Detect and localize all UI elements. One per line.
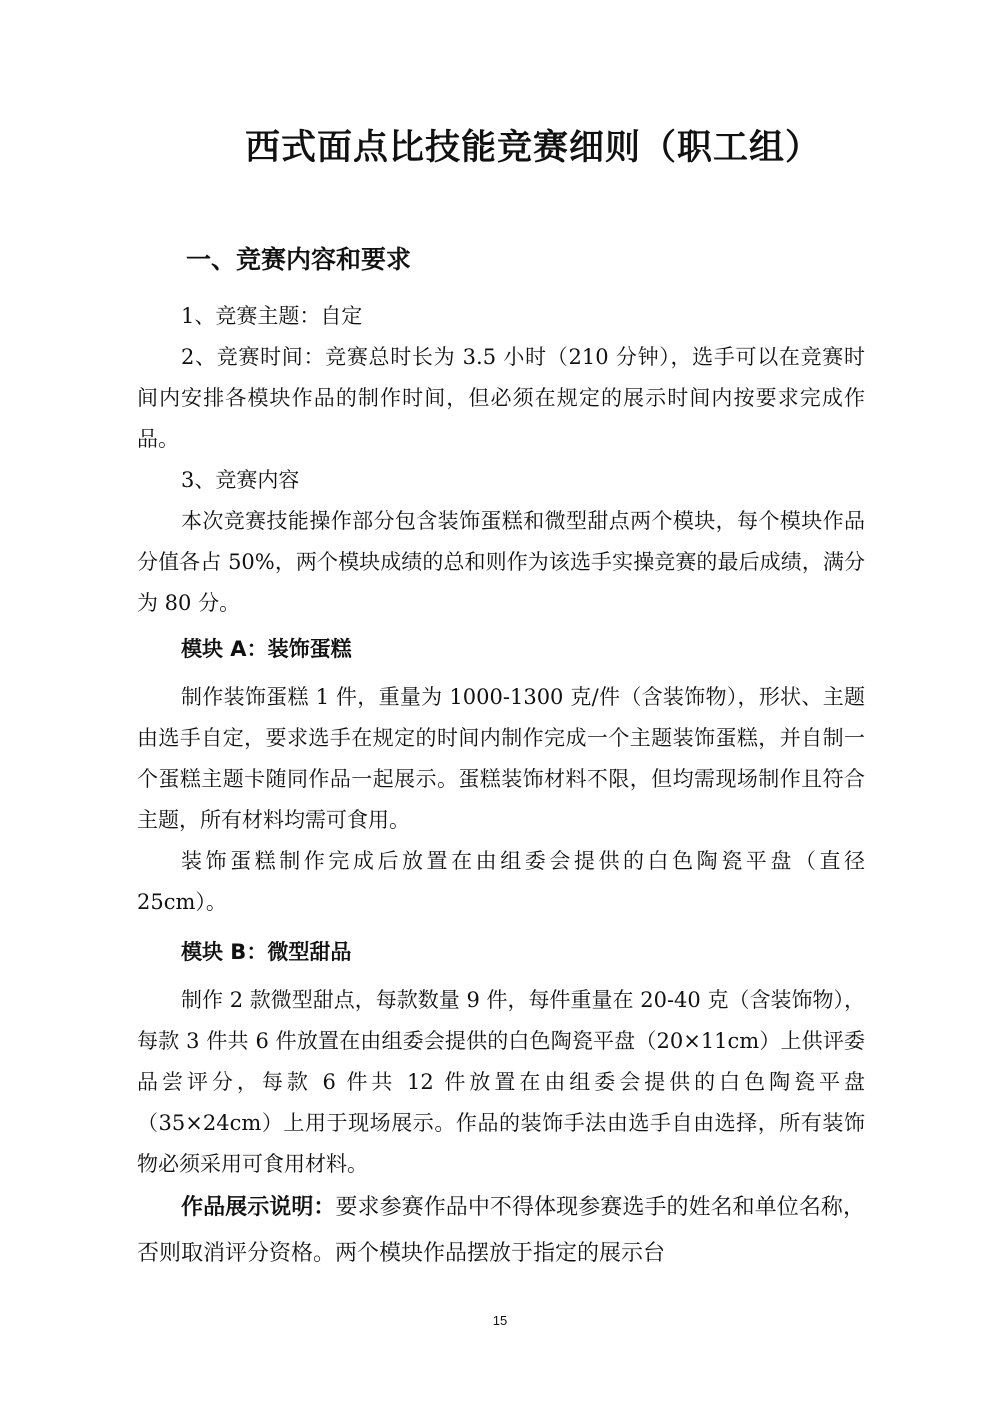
module-b-heading: 模块 B：微型甜品 (181, 940, 352, 964)
page-number: 15 (492, 1313, 508, 1328)
module-a-paragraph-2: 装饰蛋糕制作完成后放置在由组委会提供的白色陶瓷平盘（直径 25cm）。 (137, 849, 865, 914)
section-heading: 一、竞赛内容和要求 (186, 245, 412, 274)
intro-paragraph: 本次竞赛技能操作部分包含装饰蛋糕和微型甜点两个模块，每个模块作品分值各占 50%，两个模块成绩的总和则作为该选手实操竞赛的最后成绩，满分为 80 分。 (137, 509, 865, 615)
module-b-paragraph: 制作 2 款微型甜点，每款数量 9 件，每件重量在 20-40 克（含装饰物），每款 3 件共 6 件放置在由组委会提供的白色陶瓷平盘（20×11cm）上供评委品尝评分，每款 6 件共 12 件放置在由组委会提供的白色陶瓷平盘（35×24cm）上用于现场展示。作品的装饰手法由选手自由选择，所有装饰物必须采用可食用材料。 (137, 988, 865, 1176)
module-a-paragraph-1: 制作装饰蛋糕 1 件，重量为 1000-1300 克/件（含装饰物），形状、主题由选手自定，要求选手在规定的时间内制作完成一个主题装饰蛋糕，并自制一个蛋糕主题卡随同作品一起展示。蛋糕装饰材料不限，但均需现场制作且符合主题，所有材料均需可食用。 (137, 685, 865, 832)
item-content: 3、竞赛内容 (181, 468, 300, 492)
module-a-heading: 模块 A：装饰蛋糕 (181, 637, 352, 661)
item-time: 2、竞赛时间：竞赛总时长为 3.5 小时（210 分钟），选手可以在竞赛时间内安排各模块作品的制作时间，但必须在规定的展示时间内按要求完成作品。 (137, 345, 865, 451)
display-note-paragraph (137, 1185, 865, 1277)
item-theme: 1、竞赛主题：自定 (181, 304, 363, 328)
display-note-lead: 作品展示说明： (181, 1195, 336, 1220)
document-title: 西式面点比技能竞赛细则（职工组） (244, 128, 821, 168)
display-note-text: 要求参赛作品中不得体现参赛选手的姓名和单位名称，否则取消评分资格。两个模块作品摆放于指定的展示台 (137, 1195, 865, 1266)
